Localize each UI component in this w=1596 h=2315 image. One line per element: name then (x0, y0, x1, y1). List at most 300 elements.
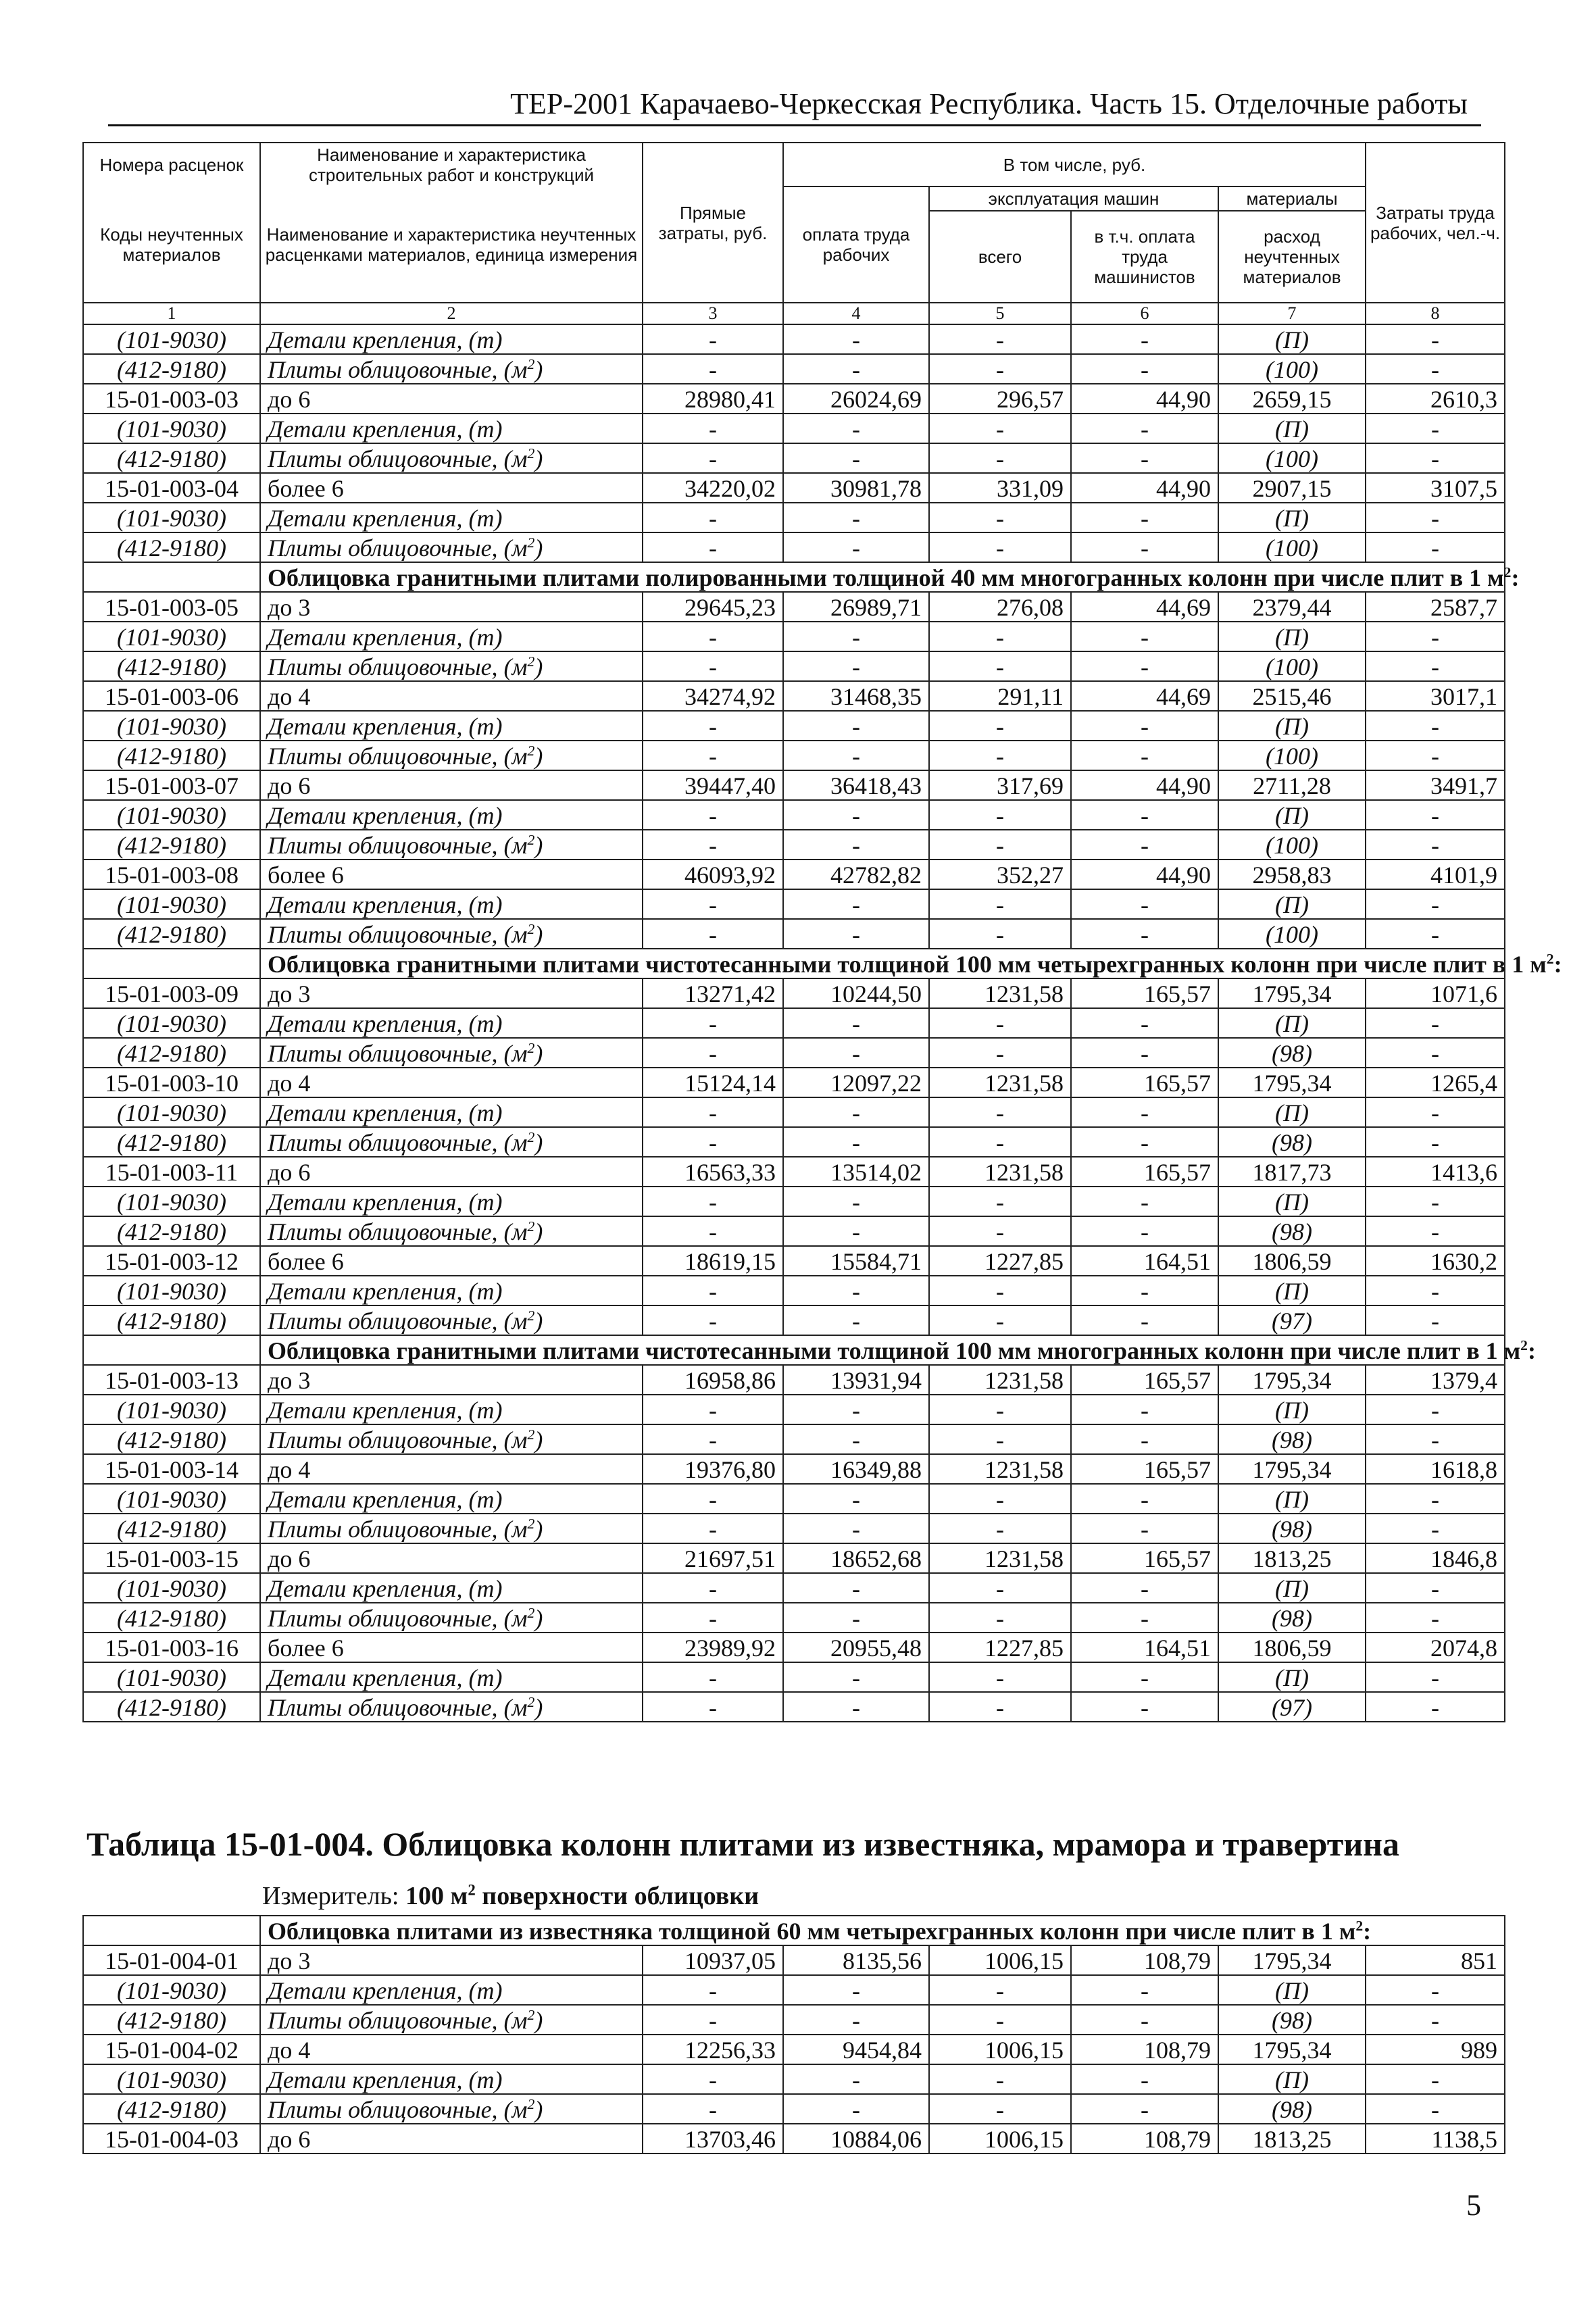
material-plates (260, 741, 643, 770)
work-name: более 6 (260, 860, 643, 889)
direct-costs: 34220,02 (643, 473, 783, 503)
material-consumption: (100) (1218, 830, 1366, 860)
plates-end: ) (534, 1605, 543, 1632)
dash-cell: - (929, 889, 1071, 919)
dash-cell: - (783, 324, 929, 354)
material-fastening: Детали крепления, (т) (260, 414, 643, 443)
plates-end: ) (534, 921, 543, 948)
plates-sup: 2 (527, 832, 535, 848)
plates-end: ) (534, 445, 543, 472)
dash-cell: - (643, 503, 783, 532)
material-code: (101-9030) (83, 711, 260, 741)
dash-cell: - (929, 711, 1071, 741)
material-consumption: (100) (1218, 354, 1366, 384)
work-name: более 6 (260, 1246, 643, 1276)
material-row (83, 1216, 1505, 1246)
material-row (83, 1395, 1505, 1424)
dash-cell: - (783, 651, 929, 681)
dash-cell: - (643, 2005, 783, 2035)
dash-cell: - (1071, 414, 1218, 443)
dash-cell: - (929, 1097, 1071, 1127)
plates-sup: 2 (527, 1218, 535, 1235)
material-fastening: Детали крепления, (т) (260, 1573, 643, 1603)
material-plates (260, 532, 643, 562)
material-consumption: (П) (1218, 1975, 1366, 2005)
section-heading-sup: 2 (1355, 1918, 1364, 1934)
material-fastening: Детали крепления, (т) (260, 1276, 643, 1305)
material-consumption: (П) (1218, 503, 1366, 532)
material-consumption: (98) (1218, 2094, 1366, 2124)
plates-label: Плиты облицовочные, (м (268, 1426, 528, 1453)
col-7-header: расход неучтенных материалов (1218, 211, 1366, 303)
material-row (83, 800, 1505, 830)
plates-end: ) (534, 743, 543, 770)
dash-cell: - (1366, 711, 1505, 741)
machinists-wages: 44,69 (1071, 681, 1218, 711)
dash-cell: - (1071, 622, 1218, 651)
material-row (83, 889, 1505, 919)
labor-hours: 1630,2 (1366, 1246, 1505, 1276)
dash-cell: - (1071, 354, 1218, 384)
rate-code: 15-01-003-09 (83, 978, 260, 1008)
material-row (83, 2094, 1505, 2124)
dash-cell: - (643, 354, 783, 384)
dash-cell: - (1071, 1216, 1218, 1246)
machines-total: 1006,15 (929, 2035, 1071, 2064)
dash-cell: - (783, 1216, 929, 1246)
dash-cell: - (1366, 741, 1505, 770)
labor-hours: 989 (1366, 2035, 1505, 2064)
dash-cell: - (783, 830, 929, 860)
work-name: до 4 (260, 1068, 643, 1097)
section-heading (260, 1335, 1536, 1365)
material-consumption: (П) (1218, 1484, 1366, 1514)
material-code: (412-9180) (83, 651, 260, 681)
material-plates (260, 1216, 643, 1246)
materials-cost: 2515,46 (1218, 681, 1366, 711)
labor-hours: 1071,6 (1366, 978, 1505, 1008)
col-5-header: всего (929, 211, 1071, 303)
dash-cell: - (643, 711, 783, 741)
plates-sup: 2 (527, 653, 535, 670)
col-index: 3 (643, 303, 783, 324)
dash-cell: - (643, 1975, 783, 2005)
plates-label: Плиты облицовочные, (м (268, 1605, 528, 1632)
dash-cell: - (929, 2094, 1071, 2124)
material-fastening: Детали крепления, (т) (260, 889, 643, 919)
material-consumption: (П) (1218, 711, 1366, 741)
plates-label: Плиты облицовочные, (м (268, 445, 528, 472)
material-code: (412-9180) (83, 532, 260, 562)
dash-cell: - (929, 1187, 1071, 1216)
direct-costs: 34274,92 (643, 681, 783, 711)
dash-cell: - (643, 1603, 783, 1633)
dash-cell: - (783, 741, 929, 770)
dash-cell: - (1071, 1424, 1218, 1454)
dash-cell: - (783, 414, 929, 443)
col-index: 2 (260, 303, 643, 324)
dash-cell: - (783, 889, 929, 919)
material-code: (101-9030) (83, 1008, 260, 1038)
material-row (83, 741, 1505, 770)
machines-total: 1231,58 (929, 1365, 1071, 1395)
rate-row (83, 1365, 1505, 1395)
materials-cost: 2659,15 (1218, 384, 1366, 414)
material-consumption: (П) (1218, 324, 1366, 354)
material-code: (101-9030) (83, 1975, 260, 2005)
dash-cell: - (783, 1573, 929, 1603)
rate-code: 15-01-004-03 (83, 2124, 260, 2154)
labor-hours: 1413,6 (1366, 1157, 1505, 1187)
work-name: до 4 (260, 681, 643, 711)
plates-label: Плиты облицовочные, (м (268, 1694, 528, 1721)
dash-cell: - (1366, 1573, 1505, 1603)
plates-sup: 2 (527, 1694, 535, 1710)
direct-costs: 29645,23 (643, 592, 783, 622)
material-consumption: (П) (1218, 1276, 1366, 1305)
material-fastening: Детали крепления, (т) (260, 1187, 643, 1216)
dash-cell: - (1366, 651, 1505, 681)
work-name: до 4 (260, 1454, 643, 1484)
dash-cell: - (1071, 830, 1218, 860)
dash-cell: - (643, 1662, 783, 1692)
machines-total: 1227,85 (929, 1633, 1071, 1662)
machinists-wages: 165,57 (1071, 1454, 1218, 1484)
incl-header: В том числе, руб. (783, 143, 1366, 186)
machines-total: 296,57 (929, 384, 1071, 414)
material-code: (101-9030) (83, 1276, 260, 1305)
dash-cell: - (1071, 1514, 1218, 1543)
labor-wages: 26024,69 (783, 384, 929, 414)
rate-code: 15-01-004-01 (83, 1945, 260, 1975)
section-heading (260, 1916, 1505, 1945)
plates-sup: 2 (527, 1129, 535, 1145)
dash-cell: - (1071, 1395, 1218, 1424)
rates-table-15-01-003 (82, 142, 1562, 1722)
plates-sup: 2 (527, 921, 535, 937)
dash-cell: - (929, 651, 1071, 681)
dash-cell: - (1366, 1276, 1505, 1305)
dash-cell: - (783, 1395, 929, 1424)
material-code: (412-9180) (83, 443, 260, 473)
material-consumption: (98) (1218, 1216, 1366, 1246)
rate-code: 15-01-003-03 (83, 384, 260, 414)
labor-hours: 1618,8 (1366, 1454, 1505, 1484)
dash-cell: - (1071, 800, 1218, 830)
rates-body (83, 324, 1562, 1722)
work-name: более 6 (260, 1633, 643, 1662)
material-fastening: Детали крепления, (т) (260, 1662, 643, 1692)
rate-row (83, 770, 1505, 800)
dash-cell: - (643, 2094, 783, 2124)
section-heading-row (83, 1916, 1505, 1945)
machines-total: 1231,58 (929, 1157, 1071, 1187)
dash-cell: - (929, 741, 1071, 770)
dash-cell: - (643, 830, 783, 860)
col-index: 5 (929, 303, 1071, 324)
dash-cell: - (1366, 1514, 1505, 1543)
measure-label: Измеритель: (262, 1882, 405, 1910)
dash-cell: - (929, 1514, 1071, 1543)
dash-cell: - (929, 1603, 1071, 1633)
measure-sup: 2 (468, 1881, 476, 1899)
direct-costs: 18619,15 (643, 1246, 783, 1276)
rate-code: 15-01-003-07 (83, 770, 260, 800)
work-name: до 4 (260, 2035, 643, 2064)
material-code: (101-9030) (83, 622, 260, 651)
plates-label: Плиты облицовочные, (м (268, 1308, 528, 1335)
material-consumption: (98) (1218, 1514, 1366, 1543)
material-consumption: (П) (1218, 1008, 1366, 1038)
plates-sup: 2 (527, 743, 535, 759)
dash-cell: - (643, 741, 783, 770)
direct-costs: 28980,41 (643, 384, 783, 414)
section-heading-row (83, 1335, 1505, 1365)
dash-cell: - (783, 1975, 929, 2005)
dash-cell: - (643, 1395, 783, 1424)
machines-total: 1231,58 (929, 978, 1071, 1008)
material-row (83, 1424, 1505, 1454)
col-index: 8 (1366, 303, 1505, 324)
dash-cell: - (783, 1305, 929, 1335)
col-index: 1 (83, 303, 260, 324)
plates-end: ) (534, 1308, 543, 1335)
dash-cell: - (1071, 503, 1218, 532)
plates-end: ) (534, 356, 543, 383)
material-plates (260, 354, 643, 384)
labor-hours: 2587,7 (1366, 592, 1505, 622)
work-name: до 6 (260, 384, 643, 414)
work-name: до 3 (260, 1365, 643, 1395)
direct-costs: 23989,92 (643, 1633, 783, 1662)
material-plates (260, 651, 643, 681)
dash-cell: - (1366, 1305, 1505, 1335)
dash-cell: - (929, 1305, 1071, 1335)
measure-line (262, 1881, 759, 1911)
material-code: (412-9180) (83, 1692, 260, 1722)
material-fastening: Детали крепления, (т) (260, 1484, 643, 1514)
labor-hours: 4101,9 (1366, 860, 1505, 889)
machinists-wages: 164,51 (1071, 1633, 1218, 1662)
material-consumption: (П) (1218, 1187, 1366, 1216)
material-fastening: Детали крепления, (т) (260, 503, 643, 532)
material-row (83, 1484, 1505, 1514)
dash-cell: - (1071, 711, 1218, 741)
dash-cell: - (929, 622, 1071, 651)
material-row (83, 1187, 1505, 1216)
dash-cell: - (643, 651, 783, 681)
dash-cell: - (1071, 1305, 1218, 1335)
section-heading-row (83, 949, 1505, 978)
materials-header: материалы (1218, 186, 1366, 211)
material-consumption: (П) (1218, 414, 1366, 443)
dash-cell: - (1071, 1484, 1218, 1514)
dash-cell: - (643, 622, 783, 651)
plates-sup: 2 (527, 2007, 535, 2023)
rate-code: 15-01-003-05 (83, 592, 260, 622)
direct-costs: 13271,42 (643, 978, 783, 1008)
section-heading-colon: : (1527, 1337, 1536, 1364)
dash-cell: - (643, 1008, 783, 1038)
work-name: до 6 (260, 770, 643, 800)
material-plates (260, 2094, 643, 2124)
col-6-header: в т.ч. оплата труда машинистов (1071, 211, 1218, 303)
material-consumption: (98) (1218, 1127, 1366, 1157)
material-consumption: (П) (1218, 1662, 1366, 1692)
material-consumption: (98) (1218, 1424, 1366, 1454)
dash-cell: - (1366, 2064, 1505, 2094)
dash-cell: - (929, 919, 1071, 949)
dash-cell: - (1366, 1216, 1505, 1246)
labor-hours: 851 (1366, 1945, 1505, 1975)
materials-cost: 1795,34 (1218, 1454, 1366, 1484)
dash-cell: - (783, 1097, 929, 1127)
dash-cell: - (1366, 1484, 1505, 1514)
machines-total: 331,09 (929, 473, 1071, 503)
dash-cell: - (643, 324, 783, 354)
dash-cell: - (783, 1662, 929, 1692)
dash-cell: - (929, 800, 1071, 830)
rate-row (83, 2124, 1505, 2154)
material-row (83, 443, 1505, 473)
material-plates (260, 1127, 643, 1157)
material-row (83, 354, 1505, 384)
dash-cell: - (1366, 800, 1505, 830)
material-row (83, 1305, 1505, 1335)
labor-hours: 3017,1 (1366, 681, 1505, 711)
material-row (83, 414, 1505, 443)
dash-cell: - (929, 830, 1071, 860)
rate-code: 15-01-004-02 (83, 2035, 260, 2064)
plates-end: ) (534, 1218, 543, 1245)
material-fastening: Детали крепления, (т) (260, 1395, 643, 1424)
plates-sup: 2 (527, 2096, 535, 2112)
plates-end: ) (534, 1426, 543, 1453)
machines-header: эксплуатация машин (929, 186, 1218, 211)
dash-cell: - (1366, 503, 1505, 532)
material-plates (260, 1305, 643, 1335)
direct-costs: 21697,51 (643, 1543, 783, 1573)
plates-sup: 2 (527, 1605, 535, 1621)
materials-cost: 1806,59 (1218, 1246, 1366, 1276)
material-fastening: Детали крепления, (т) (260, 622, 643, 651)
rate-code: 15-01-003-15 (83, 1543, 260, 1573)
section-heading-sup: 2 (1546, 951, 1554, 967)
dash-cell: - (929, 443, 1071, 473)
material-code: (412-9180) (83, 1038, 260, 1068)
dash-cell: - (783, 2005, 929, 2035)
material-consumption: (97) (1218, 1692, 1366, 1722)
machines-total: 1231,58 (929, 1454, 1071, 1484)
dash-cell: - (929, 1975, 1071, 2005)
material-consumption: (100) (1218, 919, 1366, 949)
material-row (83, 1038, 1505, 1068)
col-3-header: Прямые затраты, руб. (643, 143, 783, 303)
material-code: (412-9180) (83, 1216, 260, 1246)
material-code: (101-9030) (83, 324, 260, 354)
dash-cell: - (1071, 889, 1218, 919)
dash-cell: - (643, 1038, 783, 1068)
dash-cell: - (783, 443, 929, 473)
labor-wages: 42782,82 (783, 860, 929, 889)
materials-cost: 1795,34 (1218, 1945, 1366, 1975)
dash-cell: - (1071, 1573, 1218, 1603)
plates-label: Плиты облицовочные, (м (268, 832, 528, 859)
material-consumption: (100) (1218, 443, 1366, 473)
labor-hours: 1138,5 (1366, 2124, 1505, 2154)
material-code: (101-9030) (83, 889, 260, 919)
dash-cell: - (643, 889, 783, 919)
dash-cell: - (929, 1662, 1071, 1692)
dash-cell: - (783, 2094, 929, 2124)
material-code: (412-9180) (83, 1127, 260, 1157)
material-code: (412-9180) (83, 2005, 260, 2035)
rate-row (83, 1543, 1505, 1573)
labor-wages: 18652,68 (783, 1543, 929, 1573)
labor-wages: 20955,48 (783, 1633, 929, 1662)
dash-cell: - (929, 1484, 1071, 1514)
material-code: (101-9030) (83, 1097, 260, 1127)
material-row (83, 1692, 1505, 1722)
dash-cell: - (929, 1424, 1071, 1454)
dash-cell: - (643, 443, 783, 473)
machines-total: 1227,85 (929, 1246, 1071, 1276)
section-heading (260, 949, 1562, 978)
dash-cell: - (783, 354, 929, 384)
machinists-wages: 165,57 (1071, 1365, 1218, 1395)
material-code: (101-9030) (83, 1395, 260, 1424)
machinists-wages: 108,79 (1071, 1945, 1218, 1975)
machinists-wages: 44,90 (1071, 860, 1218, 889)
dash-cell: - (1366, 1692, 1505, 1722)
material-row (83, 711, 1505, 741)
rate-row (83, 860, 1505, 889)
section-heading-colon: : (1363, 1918, 1372, 1945)
rates-table-15-01-004 (82, 1915, 1505, 2154)
dash-cell: - (1366, 414, 1505, 443)
dash-cell: - (1366, 1008, 1505, 1038)
work-name: до 6 (260, 1157, 643, 1187)
materials-cost: 2379,44 (1218, 592, 1366, 622)
dash-cell: - (1366, 532, 1505, 562)
direct-costs: 46093,92 (643, 860, 783, 889)
plates-label: Плиты облицовочные, (м (268, 534, 528, 562)
dash-cell: - (783, 1484, 929, 1514)
dash-cell: - (643, 800, 783, 830)
section-heading-text: Облицовка гранитными плитами полированными толщиной 40 мм многогранных колонн при числе плит в 1 м (268, 564, 1504, 591)
header-rule (108, 124, 1481, 126)
table-title: Таблица 15-01-004. Облицовка колонн плитами из известняка, мрамора и травертина (86, 1825, 1399, 1863)
plates-end: ) (534, 832, 543, 859)
section-heading-colon: : (1553, 951, 1562, 978)
dash-cell: - (1366, 1603, 1505, 1633)
empty-code-cell (83, 949, 260, 978)
dash-cell: - (783, 1276, 929, 1305)
plates-end: ) (534, 534, 543, 562)
dash-cell: - (929, 503, 1071, 532)
plates-end: ) (534, 1129, 543, 1156)
section-heading-sup: 2 (1503, 564, 1512, 580)
dash-cell: - (783, 532, 929, 562)
dash-cell: - (643, 1484, 783, 1514)
dash-cell: - (1071, 1692, 1218, 1722)
col-index: 4 (783, 303, 929, 324)
col-2-top-header: Наименование и характеристика строительных работ и конструкций (260, 143, 643, 186)
dash-cell: - (783, 1424, 929, 1454)
material-code: (101-9030) (83, 800, 260, 830)
material-row (83, 324, 1505, 354)
dash-cell: - (929, 1008, 1071, 1038)
